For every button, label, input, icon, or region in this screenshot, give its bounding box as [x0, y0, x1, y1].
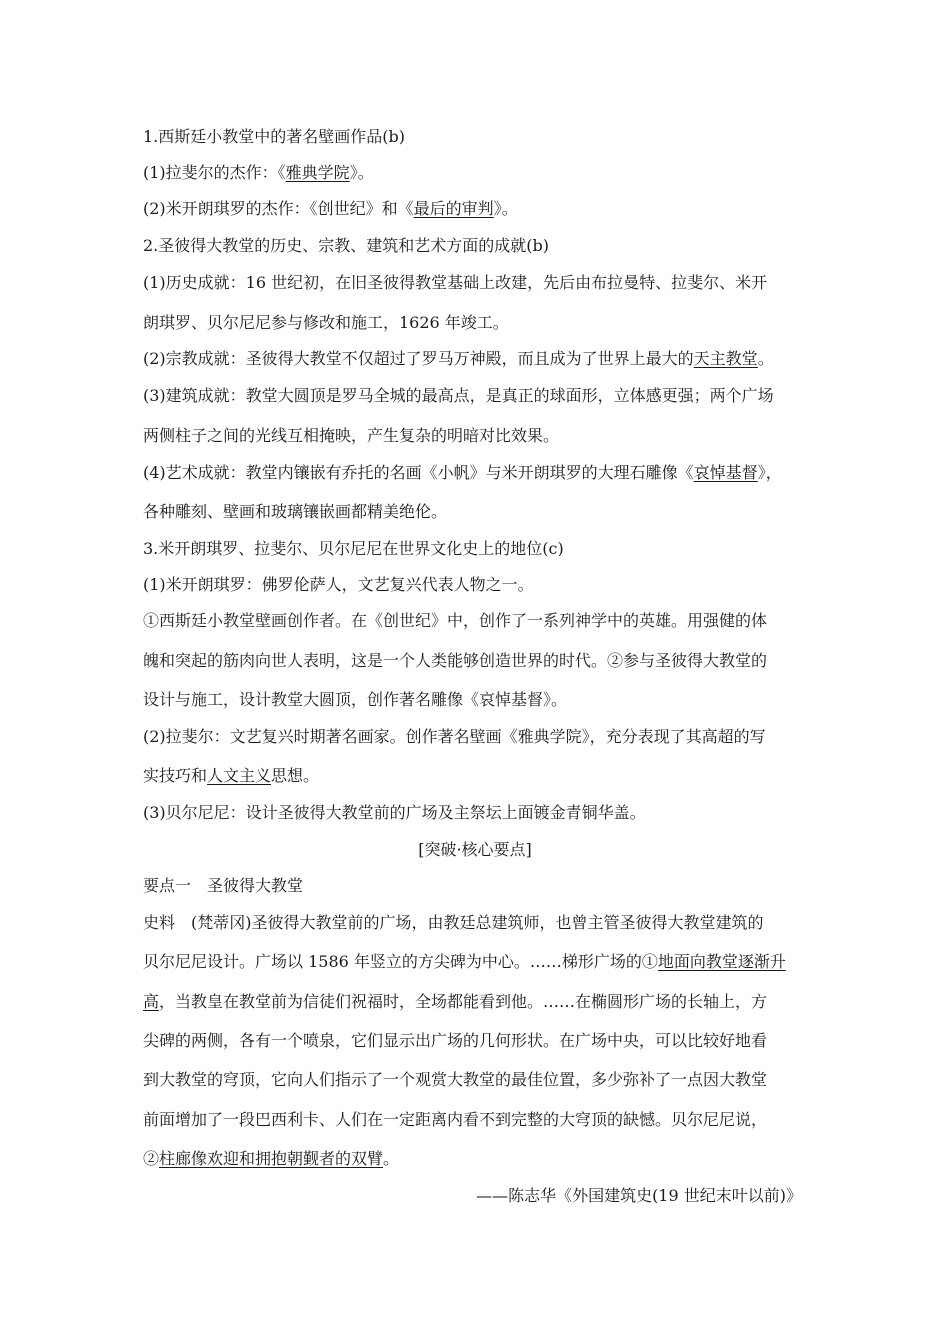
text-segment: 。	[383, 1149, 400, 1168]
core-points-heading	[0, 839, 950, 861]
michelangelo-detail-line-2	[143, 650, 767, 672]
section-2-heading	[143, 235, 549, 257]
text-segment: (2)米开朗琪罗的杰作：《创世纪》和《	[143, 199, 414, 218]
key-point-1-title	[143, 875, 303, 897]
underlined-answer: 地面向教堂逐渐升	[657, 952, 786, 971]
raphael-detail-line-1	[143, 726, 766, 748]
text-segment: (1)历史成就：16 世纪初，在旧圣彼得教堂基础上改建，先后由布拉曼特、拉斐尔、米开	[143, 273, 768, 292]
text-segment: (2)宗教成就：圣彼得大教堂不仅超过了罗马万神殿，而且成为了世界上最大的	[143, 349, 694, 368]
text-segment: 思想。	[271, 766, 320, 785]
section-1-heading	[143, 126, 405, 148]
raphael-detail-line-2	[143, 765, 319, 787]
text-segment: (4)艺术成就：教堂内镶嵌有乔托的名画《小帆》与米开朗琪罗的大理石雕像《	[143, 463, 694, 482]
text-segment: [突破·核心要点]	[418, 840, 532, 859]
text-segment: 贝尔尼尼设计。广场以 1586 年竖立的方尖碑为中心。……梯形广场的①	[143, 952, 658, 971]
source-text-line-7	[143, 1148, 399, 1170]
underlined-answer: 人文主义	[207, 766, 272, 785]
michelangelo-masterpiece	[143, 198, 518, 220]
text-segment: 》。	[493, 199, 518, 218]
source-text-line-2	[143, 951, 786, 973]
text-segment: ②	[143, 1149, 160, 1168]
artistic-achievement-line-1	[143, 462, 782, 484]
source-text-line-5	[143, 1069, 767, 1091]
section-3-heading	[143, 538, 564, 560]
artistic-achievement-line-2	[143, 501, 447, 523]
text-segment: 实技巧和	[143, 766, 208, 785]
text-segment: 设计与施工，设计教堂大圆顶，创作著名雕像《哀悼基督》。	[143, 690, 568, 709]
underlined-answer: 高	[143, 992, 160, 1011]
architectural-achievement-line-1	[143, 385, 774, 407]
text-segment: 2.圣彼得大教堂的历史、宗教、建筑和艺术方面的成就(b)	[143, 236, 549, 255]
source-text-line-4	[143, 1030, 767, 1052]
text-segment: 史料 (梵蒂冈)圣彼得大教堂前的广场，由教廷总建筑师，也曾主管圣彼得大教堂建筑的	[143, 913, 764, 932]
text-segment: ①西斯廷小教堂壁画创作者。在《创世纪》中，创作了一系列神学中的英雄。用强健的体	[143, 611, 768, 630]
source-text-line-6	[143, 1109, 767, 1131]
text-segment: 》。	[349, 163, 374, 182]
source-text-line-1	[143, 912, 764, 934]
text-segment: (1)拉斐尔的杰作：《	[143, 163, 286, 182]
text-segment: (2)拉斐尔：文艺复兴时期著名画家。创作著名壁画《雅典学院》，充分表现了其高超的写	[143, 727, 766, 746]
architectural-achievement-line-2	[143, 425, 559, 447]
source-text-line-3	[143, 991, 767, 1013]
religious-achievement	[143, 348, 774, 370]
text-segment: ，当教皇在教堂前为信徒们祝福时，全场都能看到他。……在椭圆形广场的长轴上，方	[159, 992, 768, 1011]
text-segment: 两侧柱子之间的光线互相掩映，产生复杂的明暗对比效果。	[143, 426, 560, 445]
text-segment: 朗琪罗、贝尔尼尼参与修改和施工，1626 年竣工。	[143, 313, 509, 332]
text-segment: 3.米开朗琪罗、拉斐尔、贝尔尼尼在世界文化史上的地位(c)	[143, 539, 564, 558]
underlined-answer: 柱廊像欢迎和拥抱朝觐者的双臂	[159, 1149, 384, 1168]
text-segment: 。	[757, 349, 774, 368]
text-segment: (1)米开朗琪罗：佛罗伦萨人，文艺复兴代表人物之一。	[143, 575, 534, 594]
historical-achievement-line-2	[143, 312, 509, 334]
text-segment: (3)建筑成就：教堂大圆顶是罗马全城的最高点，是真正的球面形，立体感更强；两个广场	[143, 386, 774, 405]
text-segment: 1.西斯廷小教堂中的著名壁画作品(b)	[143, 127, 405, 146]
underlined-answer: 天主教堂	[693, 349, 758, 368]
source-citation	[476, 1185, 802, 1207]
michelangelo-detail-line-1	[143, 610, 767, 632]
michelangelo-intro	[143, 574, 534, 596]
text-segment: 尖碑的两侧，各有一个喷泉，它们显示出广场的几何形状。在广场中央，可以比较好地看	[143, 1031, 768, 1050]
text-segment: 到大教堂的穹顶，它向人们指示了一个观赏大教堂的最佳位置，多少弥补了一点因大教堂	[143, 1070, 768, 1089]
text-segment: ——陈志华《外国建筑史(19 世纪末叶以前)》	[476, 1186, 802, 1205]
michelangelo-detail-line-3	[143, 689, 567, 711]
text-segment: 魄和突起的筋肉向世人表明，这是一个人类能够创造世界的时代。②参与圣彼得大教堂的	[143, 651, 768, 670]
text-segment: (3)贝尔尼尼：设计圣彼得大教堂前的广场及主祭坛上面镀金青铜华盖。	[143, 803, 646, 822]
text-segment: 》，	[757, 463, 782, 482]
underlined-answer: 最后的审判	[413, 199, 494, 218]
underlined-answer: 雅典学院	[285, 163, 350, 182]
raphael-masterpiece	[143, 162, 374, 184]
bernini-detail	[143, 802, 646, 824]
underlined-answer: 哀悼基督	[693, 463, 758, 482]
text-segment: 前面增加了一段巴西利卡、人们在一定距离内看不到完整的大穹顶的缺憾。贝尔尼尼说，	[143, 1110, 768, 1129]
historical-achievement-line-1	[143, 272, 767, 294]
text-segment: 各种雕刻、壁画和玻璃镶嵌画都精美绝伦。	[143, 502, 448, 521]
text-segment: 要点一 圣彼得大教堂	[143, 876, 304, 895]
